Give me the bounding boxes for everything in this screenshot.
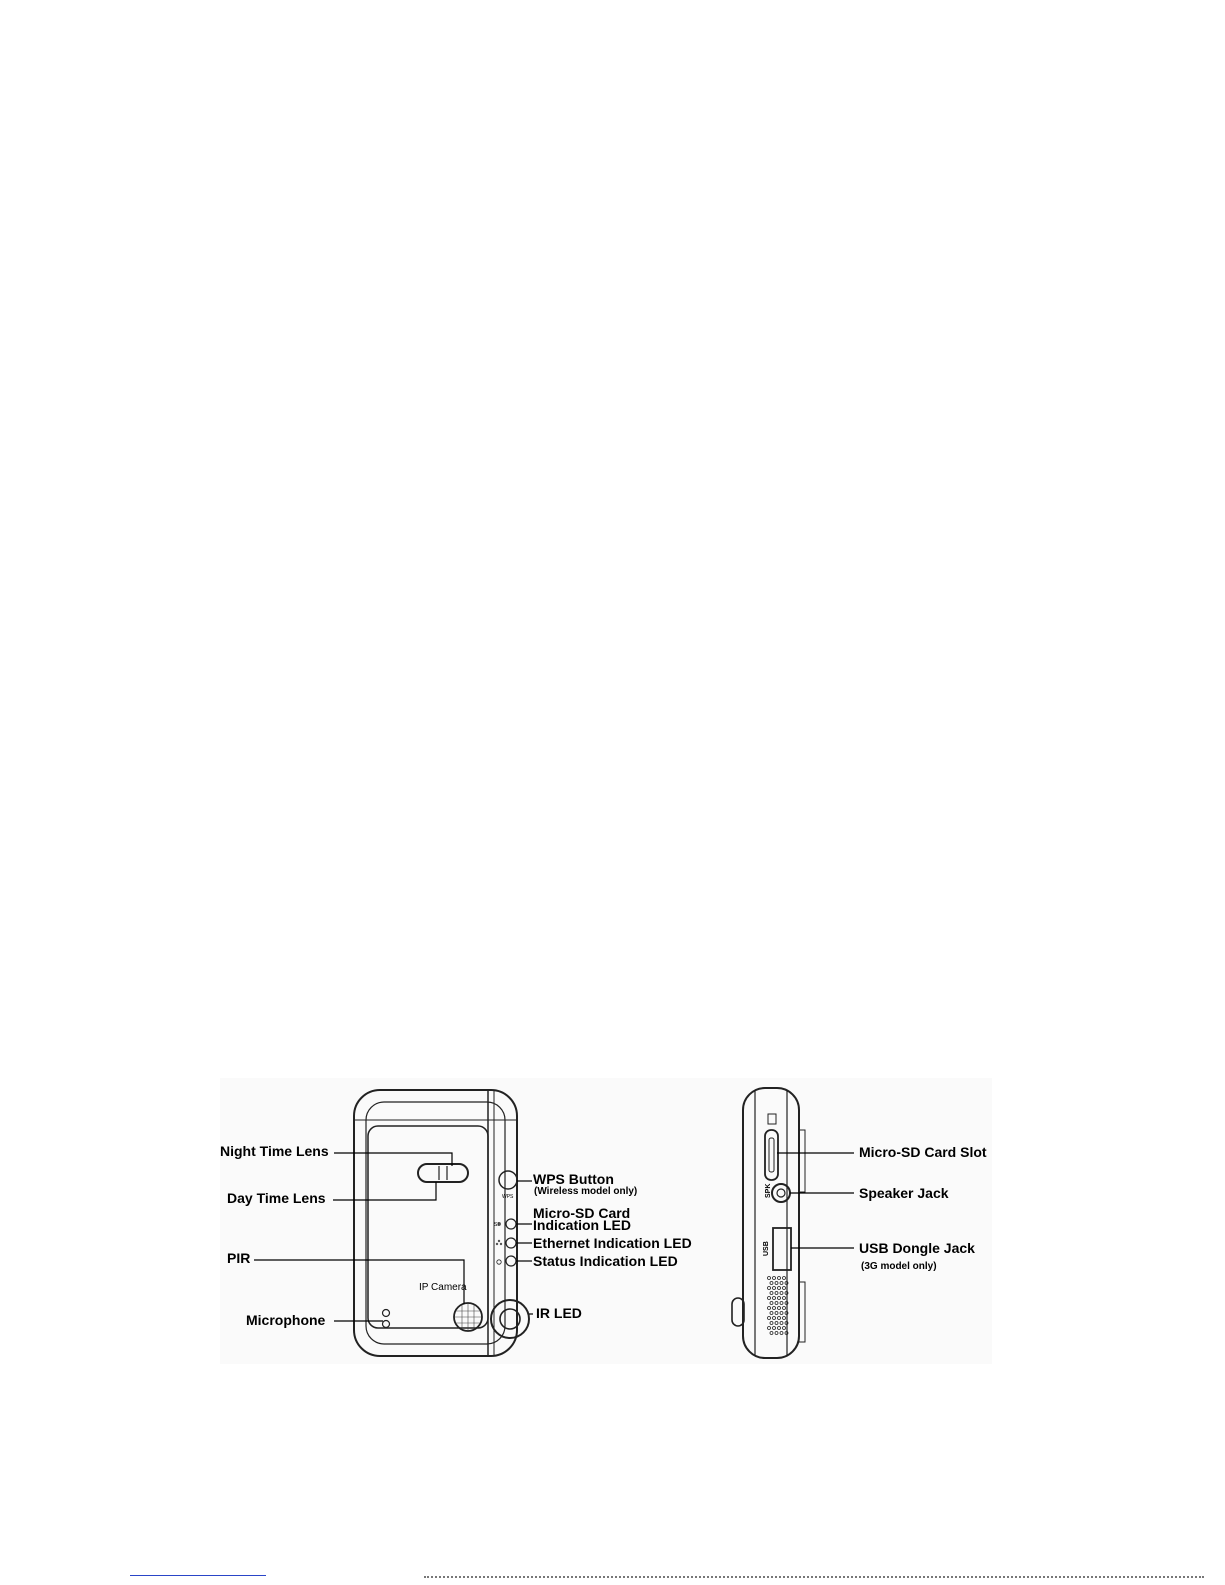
grille-hole	[775, 1312, 778, 1315]
grille-hole	[770, 1302, 773, 1305]
grille-hole	[780, 1302, 783, 1305]
grille-hole	[770, 1322, 773, 1325]
front-body-outline	[354, 1090, 517, 1356]
grille-hole	[775, 1282, 778, 1285]
camera-front-view	[354, 1090, 529, 1356]
wps-button-circle	[499, 1171, 517, 1189]
device-usb-text: USB	[763, 1241, 770, 1256]
label-status-led: Status Indication LED	[533, 1253, 678, 1269]
grille-hole	[783, 1297, 786, 1300]
speaker-grille	[768, 1277, 789, 1335]
label-pir: PIR	[227, 1250, 251, 1266]
ir-led-ring	[491, 1300, 529, 1338]
label-microphone: Microphone	[246, 1312, 326, 1328]
microphone-hole	[383, 1310, 390, 1317]
label-microsd-led-line1: Micro-SD Card	[533, 1205, 631, 1221]
grille-hole	[770, 1312, 773, 1315]
status-led-circle	[506, 1256, 516, 1266]
grille-hole	[770, 1282, 773, 1285]
grille-hole	[780, 1282, 783, 1285]
lens-window	[418, 1164, 468, 1182]
label-microsd-slot: Micro-SD Card Slot	[859, 1144, 987, 1160]
ethernet-led-circle	[506, 1238, 516, 1248]
label-ethernet-led: Ethernet Indication LED	[533, 1235, 692, 1251]
grille-hole	[768, 1327, 771, 1330]
grille-hole	[770, 1332, 773, 1335]
grille-hole	[775, 1332, 778, 1335]
label-wps-note: (Wireless model only)	[534, 1186, 638, 1197]
grille-hole	[780, 1292, 783, 1295]
pir-sensor-grid	[455, 1304, 481, 1330]
grille-hole	[778, 1327, 781, 1330]
side-body-outline	[743, 1088, 799, 1358]
front-inner-frame	[366, 1102, 505, 1344]
grille-hole	[780, 1332, 783, 1335]
label-ir-led: IR LED	[536, 1305, 582, 1321]
grille-hole	[768, 1317, 771, 1320]
grille-hole	[783, 1317, 786, 1320]
grille-hole	[775, 1322, 778, 1325]
device-wps-text: WPS	[502, 1194, 514, 1200]
footer-dotted-rule	[424, 1576, 1204, 1578]
grille-hole	[775, 1292, 778, 1295]
device-brand-text: IP Camera	[419, 1282, 467, 1293]
grille-hole	[773, 1317, 776, 1320]
label-day-time-lens: Day Time Lens	[227, 1190, 326, 1206]
grille-hole	[780, 1322, 783, 1325]
grille-hole	[773, 1297, 776, 1300]
camera-side-view	[732, 1088, 805, 1358]
usb-port	[773, 1228, 791, 1270]
grille-hole	[773, 1327, 776, 1330]
microsd-led-circle	[506, 1219, 516, 1229]
grille-hole	[778, 1287, 781, 1290]
grille-hole	[773, 1307, 776, 1310]
leader-day-time-lens	[333, 1182, 436, 1200]
grille-hole	[783, 1287, 786, 1290]
front-panel	[368, 1126, 488, 1328]
footer-link-underline[interactable]	[130, 1575, 266, 1576]
label-microsd-led-line2: Indication LED	[533, 1217, 631, 1233]
grille-hole	[778, 1297, 781, 1300]
grille-hole	[783, 1307, 786, 1310]
grille-hole	[768, 1287, 771, 1290]
label-usb-note: (3G model only)	[861, 1261, 937, 1272]
grille-hole	[778, 1277, 781, 1280]
label-wps-button: WPS Button	[533, 1171, 614, 1187]
grille-hole	[773, 1287, 776, 1290]
grille-hole	[778, 1307, 781, 1310]
grille-hole	[778, 1317, 781, 1320]
grille-hole	[775, 1302, 778, 1305]
device-spk-text: SPK	[765, 1183, 772, 1198]
grille-hole	[768, 1307, 771, 1310]
label-night-time-lens: Night Time Lens	[220, 1143, 329, 1159]
camera-diagram-figure	[220, 1078, 992, 1364]
label-usb-dongle-jack: USB Dongle Jack	[859, 1240, 975, 1256]
grille-hole	[773, 1277, 776, 1280]
grille-hole	[768, 1297, 771, 1300]
label-speaker-jack: Speaker Jack	[859, 1185, 949, 1201]
device-sd-text: SD	[494, 1222, 501, 1228]
grille-hole	[783, 1327, 786, 1330]
grille-hole	[768, 1277, 771, 1280]
grille-hole	[770, 1292, 773, 1295]
grille-hole	[780, 1312, 783, 1315]
grille-hole	[783, 1277, 786, 1280]
